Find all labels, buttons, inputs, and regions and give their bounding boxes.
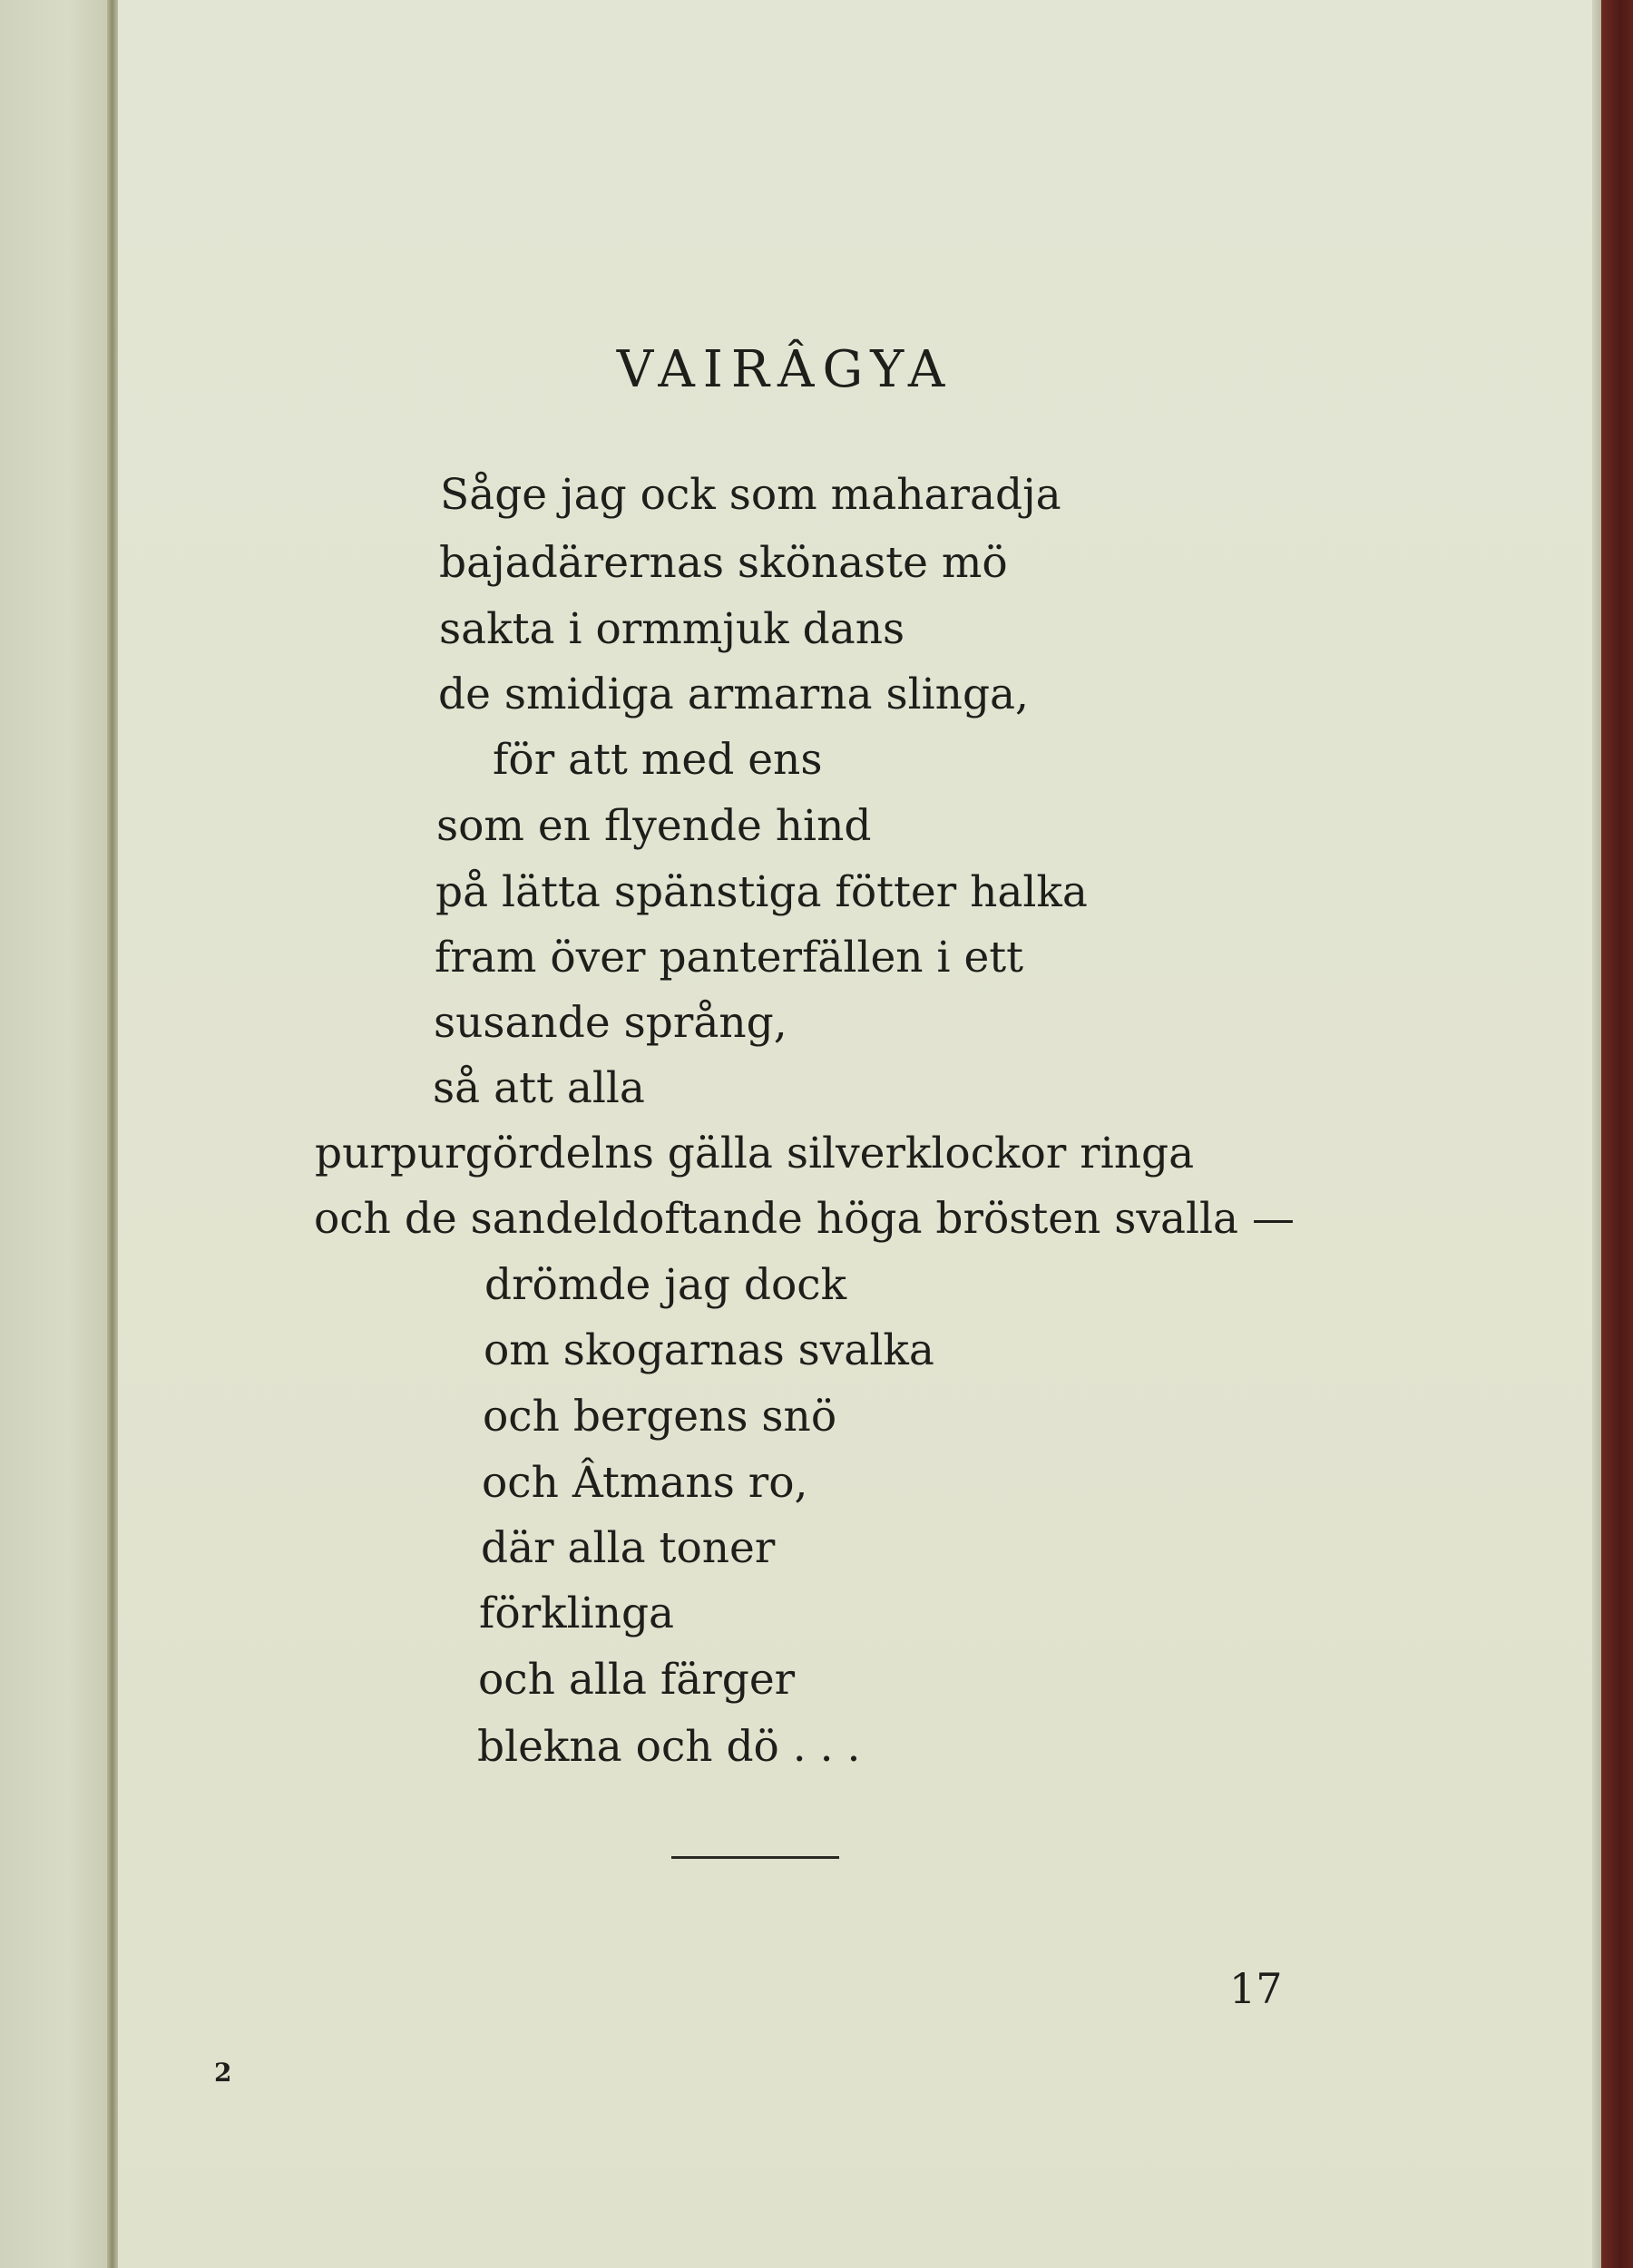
- poem-line: som en flyende hind: [436, 801, 872, 851]
- left-page-edge: [0, 0, 113, 2268]
- poem-line: och alla färger: [478, 1655, 796, 1705]
- poem-line: drömde jag dock: [484, 1260, 847, 1310]
- poem-line: blekna och dö . . .: [477, 1722, 861, 1772]
- poem-line: purpurgördelns gälla silverklockor ringa: [315, 1129, 1195, 1178]
- poem-line: och bergens snö: [483, 1392, 837, 1442]
- poem-line: förklinga: [479, 1589, 675, 1638]
- poem-line: Såge jag ock som maharadja: [440, 470, 1061, 520]
- poem-line: sakta i ormmjuk dans: [439, 604, 905, 654]
- book-cover-edge: [1601, 0, 1633, 2268]
- poem-line: bajadärernas skönaste mö: [439, 538, 1008, 588]
- poem-title: VAIRÂGYA: [616, 340, 953, 399]
- poem-line: på lätta spänstiga fötter halka: [435, 867, 1088, 917]
- page-stack-edge: [1592, 0, 1601, 2268]
- poem-line: så att alla: [433, 1063, 645, 1113]
- poem-line: och de sandeldoftande höga brösten svalla —: [314, 1194, 1296, 1244]
- page-number: 17: [1229, 1964, 1283, 2013]
- end-rule: [671, 1856, 839, 1859]
- poem-line: där alla toner: [481, 1523, 776, 1573]
- poem-line: om skogarnas svalka: [484, 1325, 934, 1375]
- poem-line: för att med ens: [493, 735, 823, 785]
- poem-line: susande språng,: [434, 998, 787, 1048]
- poem-line: fram över panterfällen i ett: [435, 933, 1024, 982]
- poem-line: de smidiga armarna slinga,: [438, 670, 1030, 719]
- poem-line: och Âtmans ro,: [482, 1458, 808, 1508]
- signature-mark: 2: [214, 2058, 232, 2087]
